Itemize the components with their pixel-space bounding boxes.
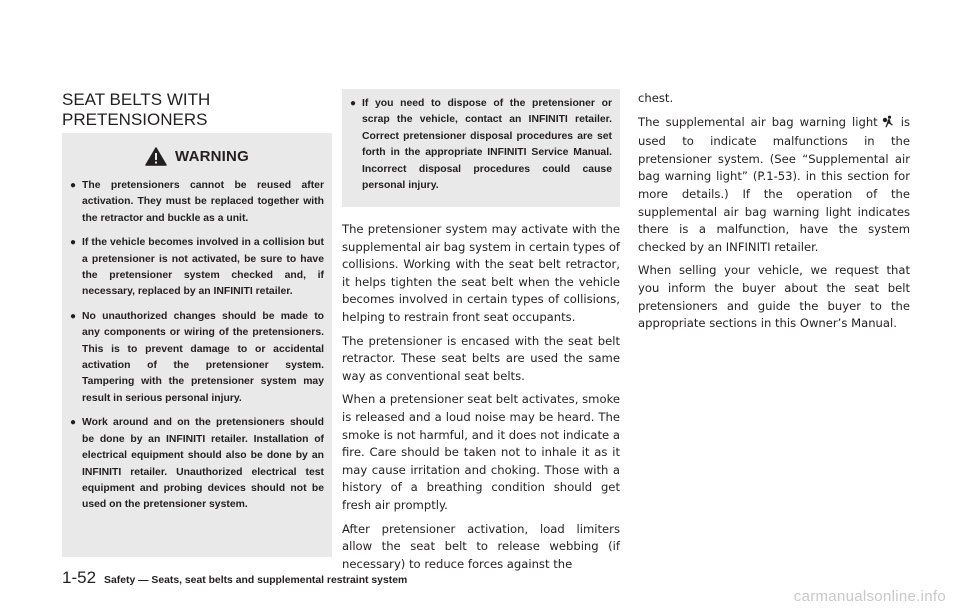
warning-triangle-icon bbox=[145, 147, 167, 166]
page-number: 1-52 bbox=[62, 568, 97, 587]
bullet-icon: ● bbox=[350, 98, 357, 109]
paragraph-text: The supplemental air bag warning light bbox=[638, 114, 878, 129]
warning-box-continued bbox=[342, 89, 620, 207]
watermark: carmanualsonline.info bbox=[793, 588, 946, 605]
bullet-text: No unauthorized changes should be made to any components or wiring of the pretensioners. This is to prevent damage to or accidental activation of the pretensioner system. Tampering with the pretensioner system may result in serious personal injury. bbox=[82, 310, 324, 404]
bullet-text: If you need to dispose of the pretensioner or scrap the vehicle, contact an INFINITI retailer. Correct pretensioner disposal procedures are set forth in the appropriate INFINITI Service Manual. Incorrect disposal procedures could cause personal injury. bbox=[362, 98, 612, 192]
warning-title bbox=[62, 145, 332, 167]
body-column-3 bbox=[638, 90, 910, 339]
list-item bbox=[70, 415, 324, 513]
paragraph: After pretensioner activation, load limiters allow the seat belt to release webbing (if necessary) to reduce forces against the bbox=[342, 521, 620, 571]
bullet-icon: ● bbox=[70, 310, 77, 322]
list-item bbox=[70, 309, 324, 407]
paragraph: When a pretensioner seat belt activates, smoke is released and a loud noise may be heard. The smoke is not harmful, and it does not indicate a fire. Care should be taken not to inhale it as it may cause irritation and choking. Those with a history of a breathing condition should get fresh air promptly. bbox=[342, 392, 620, 512]
bullet-icon: ● bbox=[70, 417, 77, 429]
bullet-icon: ● bbox=[70, 180, 77, 191]
warning-box bbox=[62, 133, 332, 557]
bullet-text: If the vehicle becomes involved in a collision but a pretensioner is not activated, be sure to have the pretensioner system checked and, if necessary, replaced by an INFINITI retailer. bbox=[82, 237, 324, 298]
body-column-2 bbox=[342, 221, 620, 579]
heading-line1: SEAT BELTS WITH PRETENSIONERS bbox=[62, 90, 211, 129]
bullet-text: The pretensioners cannot be reused after activation. They must be replaced together with the retractor and buckle as a unit. bbox=[82, 180, 324, 224]
paragraph-airbag-light bbox=[638, 114, 910, 257]
bullet-text: Work around and on the pretensioners should be done by an INFINITI retailer. Installation of electrical equipment should also be done by an INFINITI retailer. Unauthorized electrical test equipment and probing devices should not be used on the pretensioner system. bbox=[82, 417, 324, 511]
list-item bbox=[70, 235, 324, 301]
paragraph: The pretensioner system may activate with the supplemental air bag system in certain types of collisions. Working with the seat belt retractor, it helps tighten the seat belt when the vehicle becomes involved in certain types of collisions, helping to restrain front seat occupants. bbox=[342, 222, 620, 324]
warning-bullet-list bbox=[350, 96, 612, 202]
warning-label: WARNING bbox=[175, 147, 249, 165]
paragraph-text: is used to indicate malfunctions in the pretensioner system. (See “Supplemental air bag warning light” (P.1-53). in this section for more details.) If the operation of the supplemental air bag warning light indicates there is a malfunction, have the system checked by an INFINITI retailer. bbox=[638, 114, 911, 254]
page-footer bbox=[62, 568, 407, 590]
airbag-warning-light-icon bbox=[882, 115, 895, 134]
bullet-icon: ● bbox=[70, 237, 77, 249]
paragraph: The pretensioner is encased with the seat belt retractor. These seat belts are used the same way as conventional seat belts. bbox=[342, 333, 620, 383]
footer-section-title: Safety — Seats, seat belts and supplemental restraint system bbox=[104, 575, 408, 586]
warning-bullet-list bbox=[70, 178, 324, 522]
list-item bbox=[70, 178, 324, 227]
list-item bbox=[350, 96, 612, 194]
paragraph: chest. bbox=[638, 91, 674, 105]
paragraph: When selling your vehicle, we request that you inform the buyer about the seat belt pretensioners and guide the buyer to the appropriate sections in this Owner’s Manual. bbox=[638, 263, 910, 331]
